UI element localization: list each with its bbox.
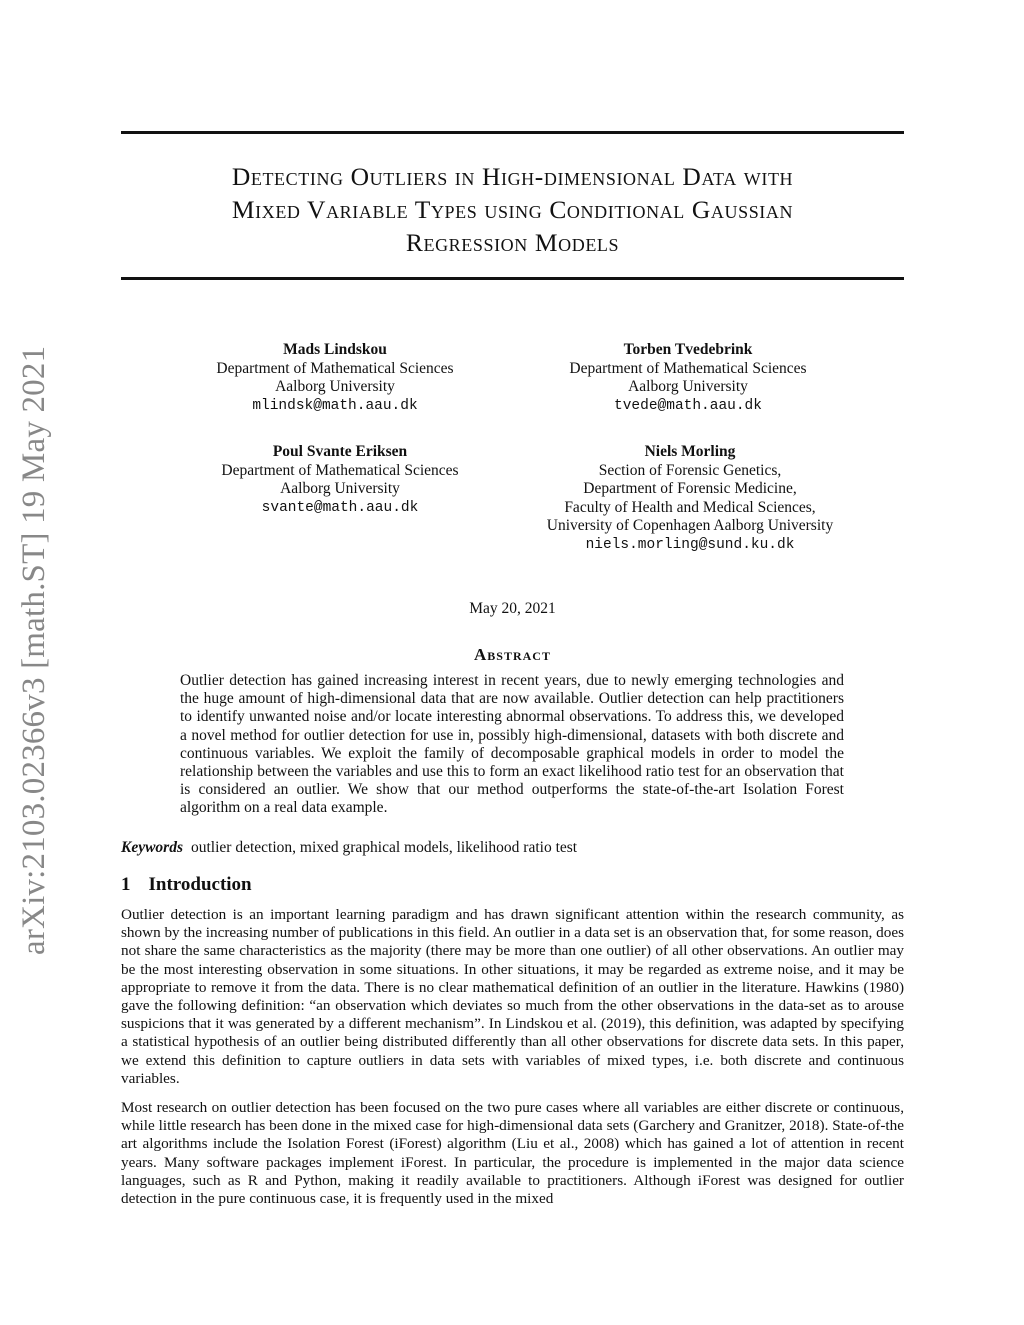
- author-affiliation: University of Copenhagen Aalborg University: [546, 517, 834, 534]
- author-block-tvedebrink: [538, 341, 838, 415]
- keywords-text: outlier detection, mixed graphical models, likelihood ratio test: [191, 839, 578, 856]
- author-name: Poul Svante Eriksen: [272, 443, 408, 460]
- author-affiliation: Department of Forensic Medicine,: [583, 480, 797, 497]
- author-affiliation: Aalborg University: [280, 480, 400, 497]
- author-affiliation: Department of Mathematical Sciences: [216, 359, 454, 377]
- keywords-label: Keywords: [121, 839, 183, 856]
- author-block-lindskou: [185, 341, 485, 415]
- author-affiliation: Section of Forensic Genetics,: [598, 461, 782, 479]
- arxiv-identifier: arXiv:2103.02366v3 [math.ST] 19 May 2021: [16, 345, 52, 955]
- title-top-rule: [121, 131, 904, 134]
- paper-title: [121, 160, 904, 259]
- section-number: 1: [121, 874, 131, 895]
- author-affiliation: Aalborg University: [628, 378, 748, 395]
- author-email[interactable]: mlindsk@math.aau.dk: [252, 397, 418, 414]
- intro-paragraph-2: Most research on outlier detection has been focused on the two pure cases where all variables are either discrete or continuous, while little research has been done in the mixed case for high-dimensional data sets (Garchery and Granitzer, 2018). State-of-the art algorithms include the Isolation Forest (iForest) algorithm (Liu et al., 2008) which has gained a lot of attention in recent years. Many software packages implement iForest. In particular, the procedure is implemented in the major data science languages, such as R and Python, making it readily available to practitioners. Although iForest was designed for outlier detection in the pure continuous case, it is frequently used in the mixed: [121, 1099, 904, 1208]
- abstract-text: Outlier detection has gained increasing interest in recent years, due to newly emerging technologies and the huge amount of high-dimensional data that are now available. Outlier detection can help practitioners to identify unwanted noise and/or locate interesting abnormal observations. To address this, we developed a novel method for outlier detection for use in, possibly high-dimensional, datasets with both discrete and continuous variables. We exploit the family of decomposable graphical models in order to model the relationship between the variables and use this to form an exact likelihood ratio test for an observation that is considered an outlier. We show that our method outperforms the state-of-the-art Isolation Forest algorithm on a real data example.: [180, 672, 844, 817]
- author-name: Mads Lindskou: [283, 341, 387, 358]
- author-affiliation: Department of Mathematical Sciences: [221, 461, 459, 479]
- abstract-heading: Abstract: [474, 645, 551, 664]
- title-line-2: Mixed Variable Types using Conditional Gaussian: [231, 195, 794, 224]
- title-line-1: Detecting Outliers in High-dimensional Data with: [231, 162, 794, 191]
- section-heading-introduction: [121, 874, 904, 896]
- author-block-eriksen: [190, 443, 490, 517]
- author-block-morling: [520, 443, 860, 554]
- author-affiliation: Faculty of Health and Medical Sciences,: [564, 498, 816, 516]
- author-email[interactable]: tvede@math.aau.dk: [614, 397, 762, 414]
- keywords-line: [121, 839, 904, 857]
- publication-date: May 20, 2021: [469, 600, 556, 617]
- author-name: Torben Tvedebrink: [623, 341, 753, 358]
- title-line-3: Regression Models: [405, 228, 620, 257]
- author-name: Niels Morling: [644, 443, 736, 460]
- intro-paragraph-1: Outlier detection is an important learning paradigm and has drawn significant attention within the research community, as shown by the increasing number of publications in this field. An outlier in a data set is an observation that, for some reason, does not share the same characteristics as the majority (there may be more than one outlier) of all other observations. An outlier may be the most interesting observation in some situations. In other situations, it may be regarded as extreme noise, and it may be appropriate to remove it from the data. There is no clear mathematical definition of an outlier in the literature. Hawkins (1980) gave the following definition: “an observation which deviates so much from the other observations in the data-set as to arouse suspicions that it was generated by a different mechanism”. In Lindskou et al. (2019), this definition, was adapted by specifying a statistical hypothesis of an outlier being distributed differently than all other observations for discrete data sets. In this paper, we extend this definition to capture outliers in data sets with variables of mixed types, i.e. both discrete and continuous variables.: [121, 906, 904, 1087]
- author-email[interactable]: niels.morling@sund.ku.dk: [585, 536, 795, 553]
- title-bottom-rule: [121, 277, 904, 280]
- author-email[interactable]: svante@math.aau.dk: [261, 499, 419, 516]
- author-affiliation: Aalborg University: [275, 378, 395, 395]
- section-title: Introduction: [148, 874, 252, 895]
- author-affiliation: Department of Mathematical Sciences: [569, 359, 807, 377]
